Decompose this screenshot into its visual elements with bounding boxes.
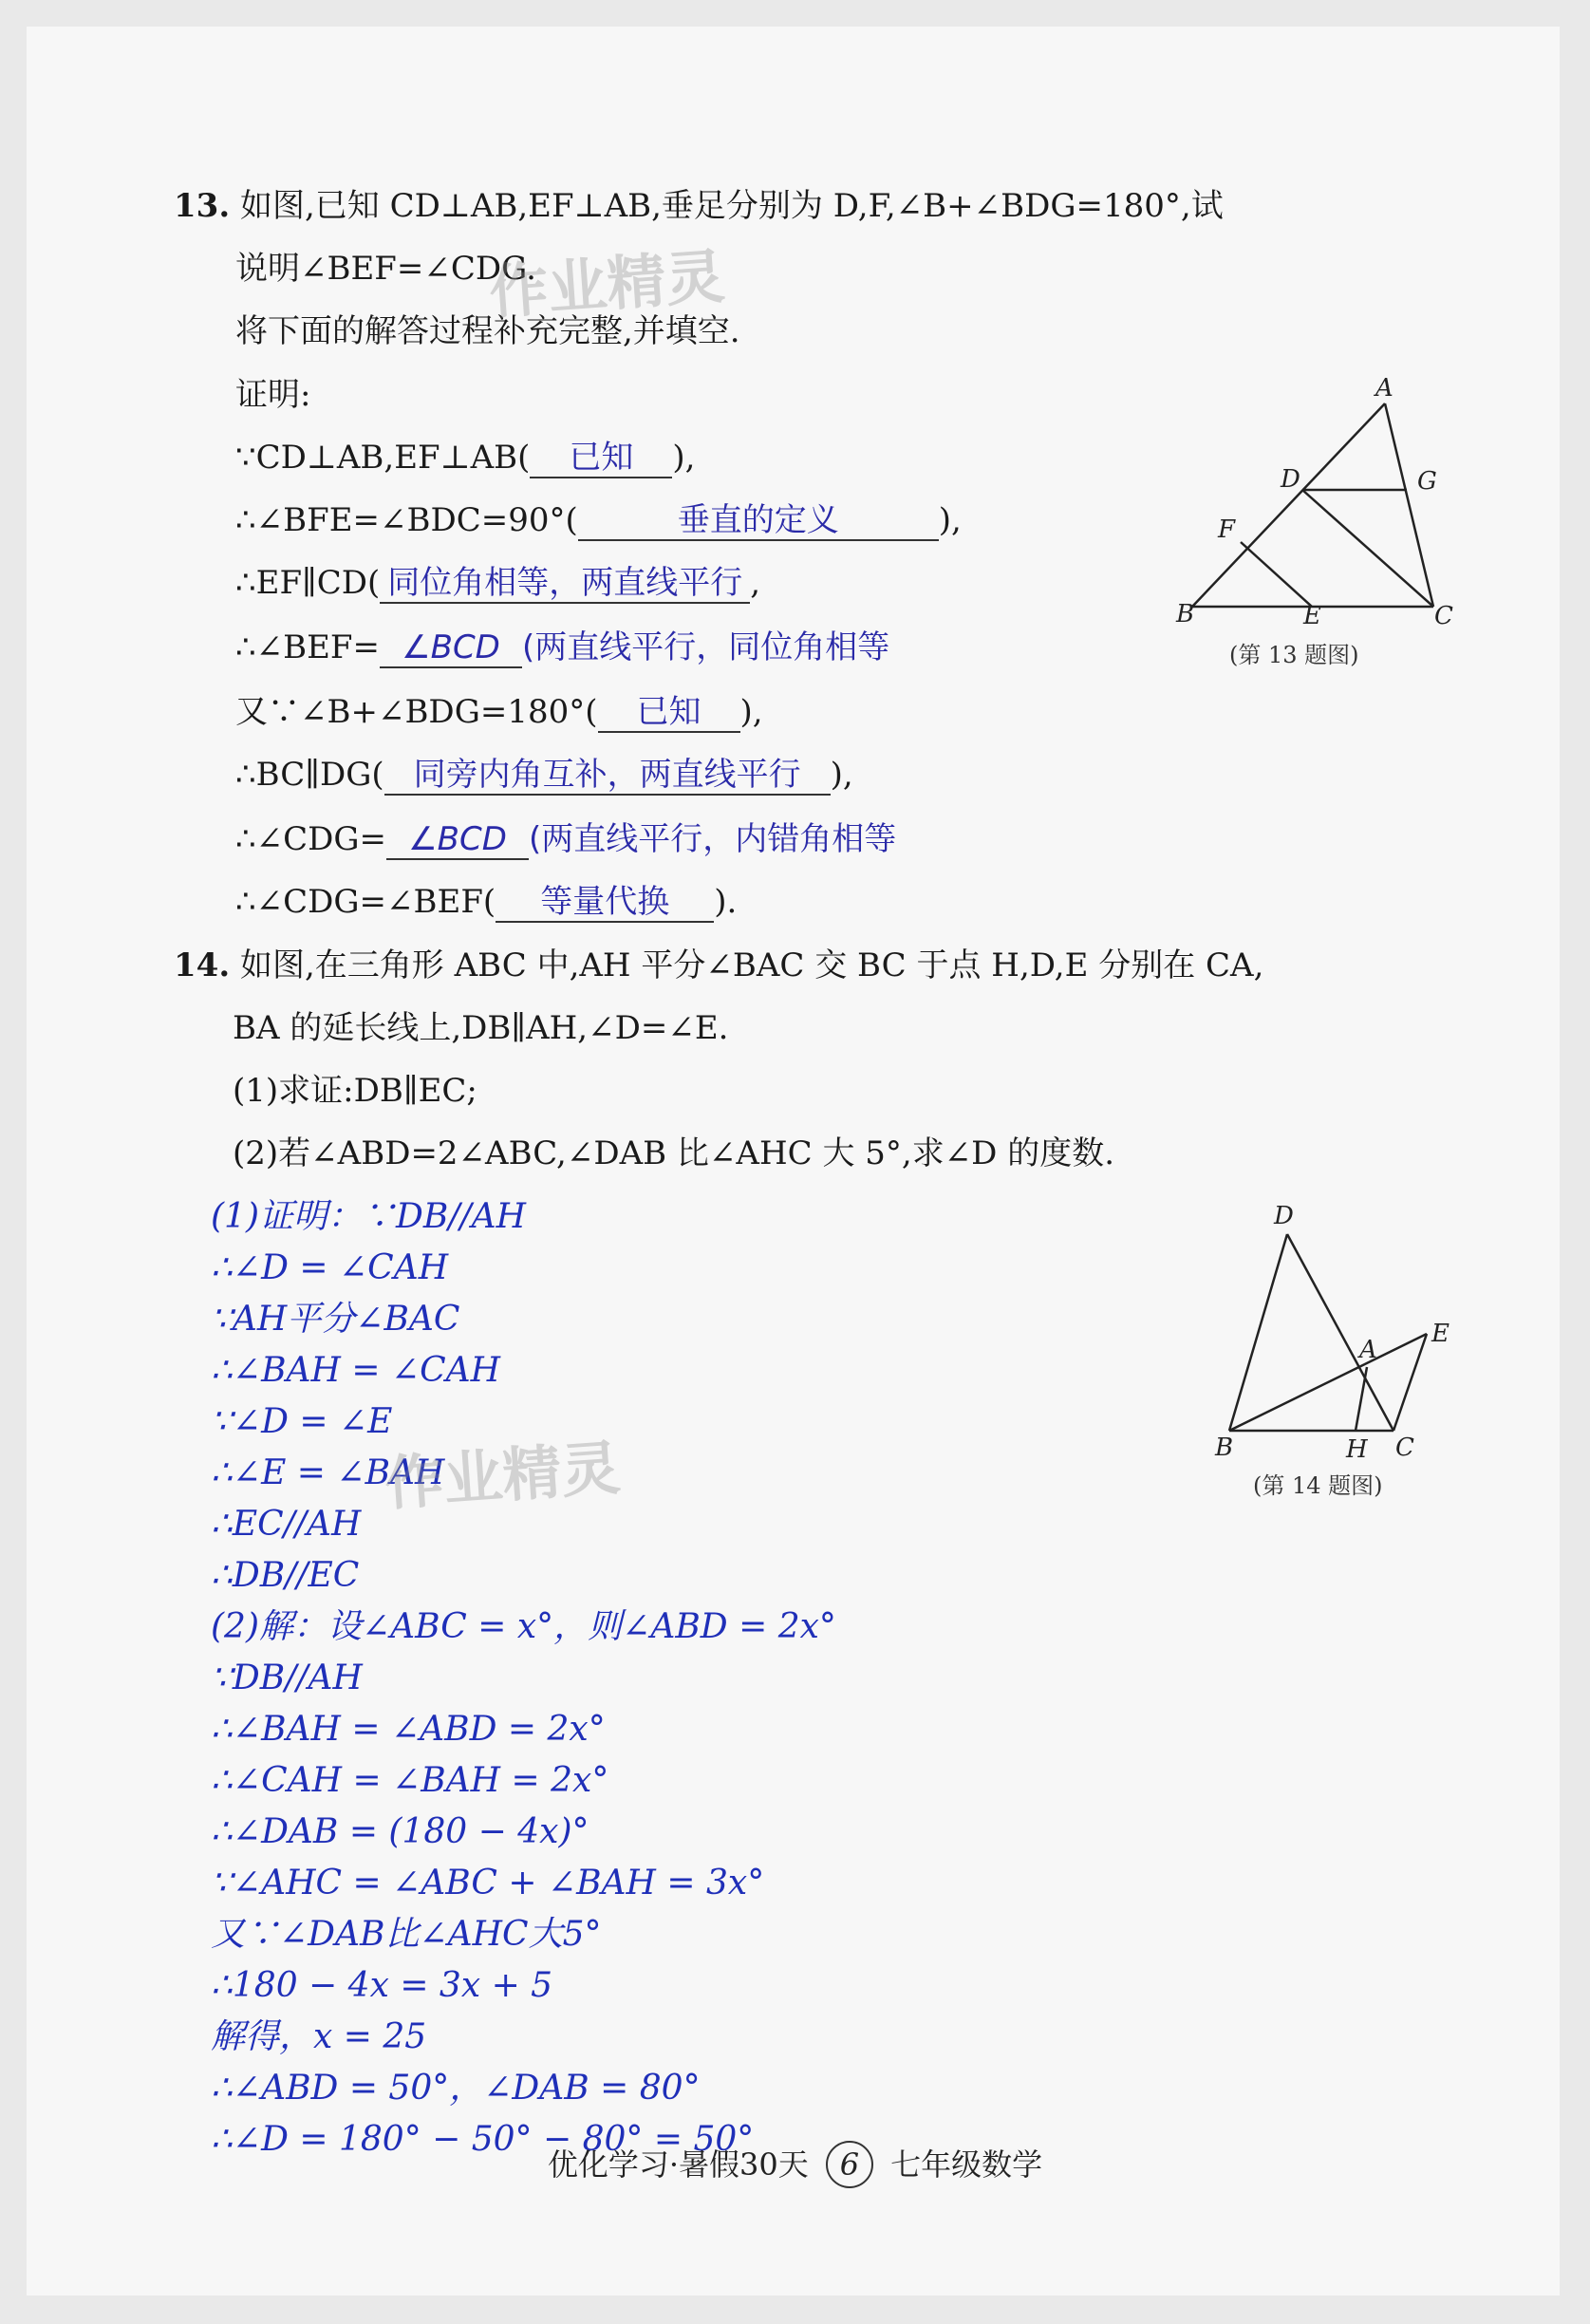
q13-row-8-pre: ∴∠CDG=∠BEF( bbox=[235, 883, 496, 921]
q14-part1: (1)求证:DB∥EC; bbox=[233, 1072, 477, 1110]
q13-stem-text: 如图,已知 CD⊥AB,EF⊥AB,垂足分别为 D,F,∠B+∠BDG=180°,试 bbox=[239, 187, 1224, 225]
q14-answer-line: ∴∠D = 180° − 50° − 80° = 50° bbox=[211, 2120, 755, 2159]
q13-row-6-post: ), bbox=[830, 756, 853, 794]
q14-answer-line: 解得，x = 25 bbox=[211, 2017, 427, 2056]
q14-figure bbox=[1215, 1201, 1471, 1464]
q13-blank-1[interactable]: 已知 bbox=[530, 439, 672, 478]
q13-figure-caption: (第 13 题图) bbox=[1229, 642, 1359, 668]
q13-stem-line1 bbox=[174, 185, 1224, 227]
q14-answer-line: ∴∠DAB = (180 − 4x)° bbox=[211, 1812, 589, 1851]
q13-row-6 bbox=[235, 754, 853, 796]
q14-answer-line: ∴DB//EC bbox=[211, 1556, 360, 1595]
q14-label-e: E bbox=[1431, 1320, 1450, 1348]
q14-answer-line: 又∵∠DAB比∠AHC大5° bbox=[211, 1915, 602, 1954]
q13-row-1-pre: ∵CD⊥AB,EF⊥AB( bbox=[235, 439, 531, 477]
q14-segment-be bbox=[1229, 1334, 1427, 1431]
watermark-middle: 作业精灵 bbox=[383, 1433, 623, 1519]
q14-answer-line: ∴∠D = ∠CAH bbox=[211, 1248, 449, 1287]
q13-instruction: 将下面的解答过程补充完整,并填空. bbox=[235, 312, 740, 350]
q13-blank-2[interactable]: 垂直的定义 bbox=[578, 501, 939, 541]
q13-blank-6[interactable]: 同旁内角互补，两直线平行 bbox=[384, 756, 831, 796]
q13-row-4-pre: ∴∠BEF= bbox=[235, 628, 381, 666]
q13-row-8 bbox=[235, 881, 737, 923]
q13-label-a: A bbox=[1375, 374, 1394, 403]
q13-blank-4[interactable]: ∠BCD bbox=[380, 628, 522, 668]
q14-answer-line: ∴EC//AH bbox=[211, 1505, 362, 1544]
q14-answer-line: ∴∠BAH = ∠ABD = 2x° bbox=[211, 1710, 606, 1749]
q13-row-8-post: ). bbox=[714, 883, 738, 921]
q13-row-1 bbox=[235, 437, 696, 478]
q14-part2: (2)若∠ABD=2∠ABC,∠DAB 比∠AHC 大 5°,求∠D 的度数. bbox=[233, 1134, 1115, 1172]
q13-label-e: E bbox=[1303, 602, 1321, 630]
q14-label-d: D bbox=[1274, 1202, 1294, 1230]
q13-row-7-post: (两直线平行，内错角相等 bbox=[529, 820, 897, 858]
q13-blank-5[interactable]: 已知 bbox=[598, 693, 740, 733]
q14-answer-line: ∵DB//AH bbox=[211, 1659, 363, 1697]
q14-answer-line: ∴180 − 4x = 3x + 5 bbox=[211, 1966, 553, 2005]
q14-label-b: B bbox=[1215, 1434, 1234, 1462]
q13-label-d: D bbox=[1281, 465, 1300, 494]
q13-row-3-pre: ∴EF∥CD( bbox=[235, 564, 381, 602]
q13-row-7-pre: ∴∠CDG= bbox=[235, 820, 387, 858]
q13-segment-cd bbox=[1302, 490, 1433, 607]
q14-stem-line1 bbox=[174, 945, 1263, 986]
q14-segment-ah bbox=[1356, 1367, 1367, 1431]
q13-label-c: C bbox=[1434, 602, 1453, 630]
q13-proof-label: 证明: bbox=[235, 376, 311, 414]
q14-figure-caption: (第 14 题图) bbox=[1253, 1472, 1383, 1499]
q13-edge-ab bbox=[1192, 403, 1385, 607]
q13-row-3 bbox=[235, 562, 760, 604]
page-footer bbox=[0, 2141, 1590, 2188]
page-number: 6 bbox=[826, 2141, 873, 2188]
q13-row-4 bbox=[235, 627, 889, 668]
q13-row-5-pre: 又∵∠B+∠BDG=180°( bbox=[235, 693, 598, 731]
q14-answer-line: (2)解：设∠ABC = x°，则∠ABD = 2x° bbox=[211, 1607, 836, 1646]
q13-row-5-post: ), bbox=[739, 693, 763, 731]
q13-row-5 bbox=[235, 691, 763, 733]
q13-blank-7[interactable]: ∠BCD bbox=[386, 820, 529, 860]
q14-edge-db bbox=[1229, 1234, 1287, 1431]
q14-stem-line2: BA 的延长线上,DB∥AH,∠D=∠E. bbox=[233, 1009, 729, 1047]
q14-answer-line: ∴∠BAH = ∠CAH bbox=[211, 1351, 501, 1390]
q14-stem-text: 如图,在三角形 ABC 中,AH 平分∠BAC 交 BC 于点 H,D,E 分别在 CA, bbox=[239, 946, 1264, 984]
q13-row-6-pre: ∴BC∥DG( bbox=[235, 756, 384, 794]
q14-answer-line: ∴∠CAH = ∠BAH = 2x° bbox=[211, 1761, 609, 1800]
q13-row-4-post: (两直线平行，同位角相等 bbox=[522, 628, 890, 666]
footer-grade-subject: 七年级数学 bbox=[890, 2146, 1043, 2183]
q13-label-b: B bbox=[1176, 600, 1195, 628]
q13-number: 13. bbox=[174, 187, 231, 225]
q14-label-c: C bbox=[1395, 1434, 1414, 1462]
q13-row-7 bbox=[235, 818, 896, 860]
q13-row-1-post: ), bbox=[672, 439, 696, 477]
q14-answer-line: ∴∠ABD = 50°，∠DAB = 80° bbox=[211, 2069, 701, 2108]
q13-edge-ac bbox=[1385, 403, 1433, 607]
watermark-top: 作业精灵 bbox=[487, 241, 727, 328]
q13-row-2-pre: ∴∠BFE=∠BDC=90°( bbox=[235, 501, 578, 539]
q13-blank-8[interactable]: 等量代换 bbox=[496, 883, 714, 923]
q14-answer-line: ∵∠D = ∠E bbox=[211, 1402, 393, 1441]
footer-book-title: 优化学习·暑假30天 bbox=[547, 2146, 809, 2183]
q14-answer-line: ∴∠E = ∠BAH bbox=[211, 1453, 445, 1492]
q13-row-3-post: , bbox=[750, 564, 761, 602]
q13-row-2 bbox=[235, 499, 962, 541]
q14-answer-line: ∵AH平分∠BAC bbox=[211, 1300, 460, 1339]
q13-row-2-post: ), bbox=[938, 501, 962, 539]
q13-label-g: G bbox=[1417, 467, 1437, 496]
q13-label-f: F bbox=[1218, 515, 1236, 544]
q13-stem-line2: 说明∠BEF=∠CDG. bbox=[235, 250, 536, 288]
q14-number: 14. bbox=[174, 946, 231, 984]
q13-figure bbox=[1172, 374, 1486, 630]
q13-blank-3[interactable]: 同位角相等，两直线平行 bbox=[380, 564, 750, 604]
q14-label-a: A bbox=[1359, 1336, 1377, 1364]
q14-edge-dc bbox=[1287, 1234, 1394, 1431]
q13-segment-fe bbox=[1241, 542, 1312, 607]
q14-label-h: H bbox=[1346, 1435, 1368, 1464]
q14-answer-line: (1)证明：∵DB//AH bbox=[211, 1197, 526, 1236]
q14-answer-line: ∵∠AHC = ∠ABC + ∠BAH = 3x° bbox=[211, 1864, 765, 1902]
